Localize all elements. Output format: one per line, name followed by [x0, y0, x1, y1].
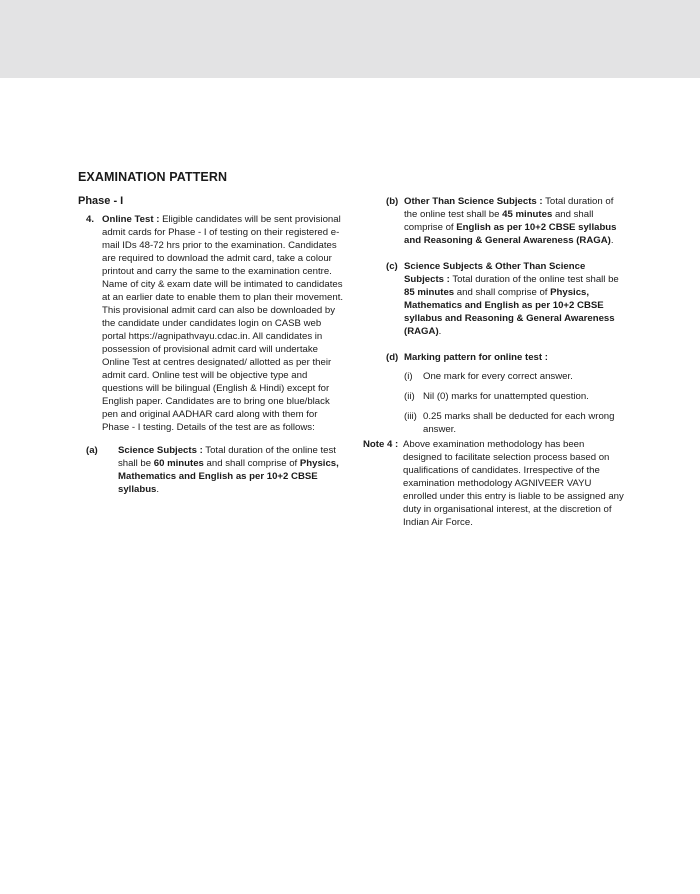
item-number: 4.: [86, 214, 95, 225]
section-heading: EXAMINATION PATTERN: [78, 170, 228, 184]
list-text: One mark for every correct answer.: [423, 371, 573, 382]
sub-text: Total duration of the online test shall be: [452, 274, 619, 285]
sub-lead: Science Subjects :: [118, 445, 203, 456]
sub-bold: 85 minutes: [404, 287, 455, 298]
sub-item-b: [386, 195, 626, 247]
list-text: 0.25 marks shall be deducted for each wrong answer.: [423, 411, 615, 435]
item-lead: Online Test :: [102, 214, 160, 225]
sub-item-d: [386, 351, 626, 436]
sub-marker: (c): [386, 261, 398, 272]
sub-lead: Other Than Science Subjects :: [404, 196, 543, 207]
item-4-paragraph: [86, 213, 344, 434]
right-column: [386, 195, 626, 443]
list-item: [404, 390, 626, 403]
sub-a-paragraph: [100, 444, 344, 496]
sub-text: .: [610, 235, 614, 246]
sub-marker: (d): [386, 352, 399, 363]
left-column: [86, 213, 344, 496]
sub-item-c: [386, 260, 626, 338]
list-text: Nil (0) marks for unattempted question.: [423, 391, 589, 402]
item-text: Eligible candidates will be sent provisional admit cards for Phase - I of testing on their registered e-mail IDs 48-72 hrs prior to the examination. Candidates are required to download the admit card, take a colour printout and carry the same to the examination centre. Name of city & exam date will be intimated to candidates at an earlier date to enable them to plan their movement. This provisional admit card can also be downloaded by the candidate under candidates login on CASB web portal https://agnipathvayu.cdac.in. All candidates in possession of provisional admit card will undertake Online Test at centres designated/ allotted as per their admit card. Online test will be objective type and questions will be bilingual (English & Hindi) except for English paper. Candidates are to bring one blue/black pen and original AADHAR card along with them for Phase - I testing. Details of the test are as follows:: [102, 214, 344, 433]
sub-lead: Marking pattern for online test :: [404, 352, 548, 363]
sub-text: .: [156, 484, 160, 495]
sub-text: Total duration of the online test shall be: [118, 445, 336, 469]
sub-bold: Physics, Mathematics and English as per 10+2 CBSE syllabus and Reasoning & General Awareness (RAGA): [404, 287, 615, 337]
list-item: [404, 410, 626, 436]
note-text: Above examination methodology has been designed to facilitate selection process based on qualifications of candidates. Irrespective of the examination methodology AGNIVEER VAYU enrolled under this entry is liable to be assigned any duty in organisational interest, at the discretion of Indian Air Force.: [403, 439, 624, 528]
note-label: Note 4 :: [363, 439, 399, 450]
sub-bold: English as per 10+2 CBSE syllabus and Reasoning & General Awareness (RAGA): [404, 222, 617, 246]
sub-text: and shall comprise of: [456, 287, 548, 298]
note-4: [363, 438, 625, 529]
sub-bold: Physics, Mathematics and English as per 10+2 CBSE syllabus: [118, 458, 339, 495]
sub-b-paragraph: [386, 195, 626, 247]
sub-bold: 60 minutes: [153, 458, 204, 469]
item-4: [86, 213, 344, 434]
sub-text: and shall comprise of: [404, 209, 594, 233]
sub-item-a: [86, 444, 344, 496]
sub-text: Total duration of the online test shall be: [404, 196, 614, 220]
sub-marker: (a): [86, 445, 98, 456]
list-marker: (iii): [404, 411, 417, 422]
list-item: [404, 370, 626, 383]
phase-heading: Phase - I: [78, 195, 124, 207]
sub-text: .: [438, 326, 442, 337]
sub-d-heading: [386, 351, 626, 364]
marking-list: [386, 370, 626, 436]
sub-text: and shall comprise of: [206, 458, 298, 469]
sub-c-paragraph: [386, 260, 626, 338]
sub-marker: (b): [386, 196, 399, 207]
list-marker: (ii): [404, 391, 415, 402]
list-marker: (i): [404, 371, 413, 382]
sub-lead: Science Subjects & Other Than Science Subjects :: [404, 261, 586, 285]
sub-bold: 45 minutes: [502, 209, 553, 220]
